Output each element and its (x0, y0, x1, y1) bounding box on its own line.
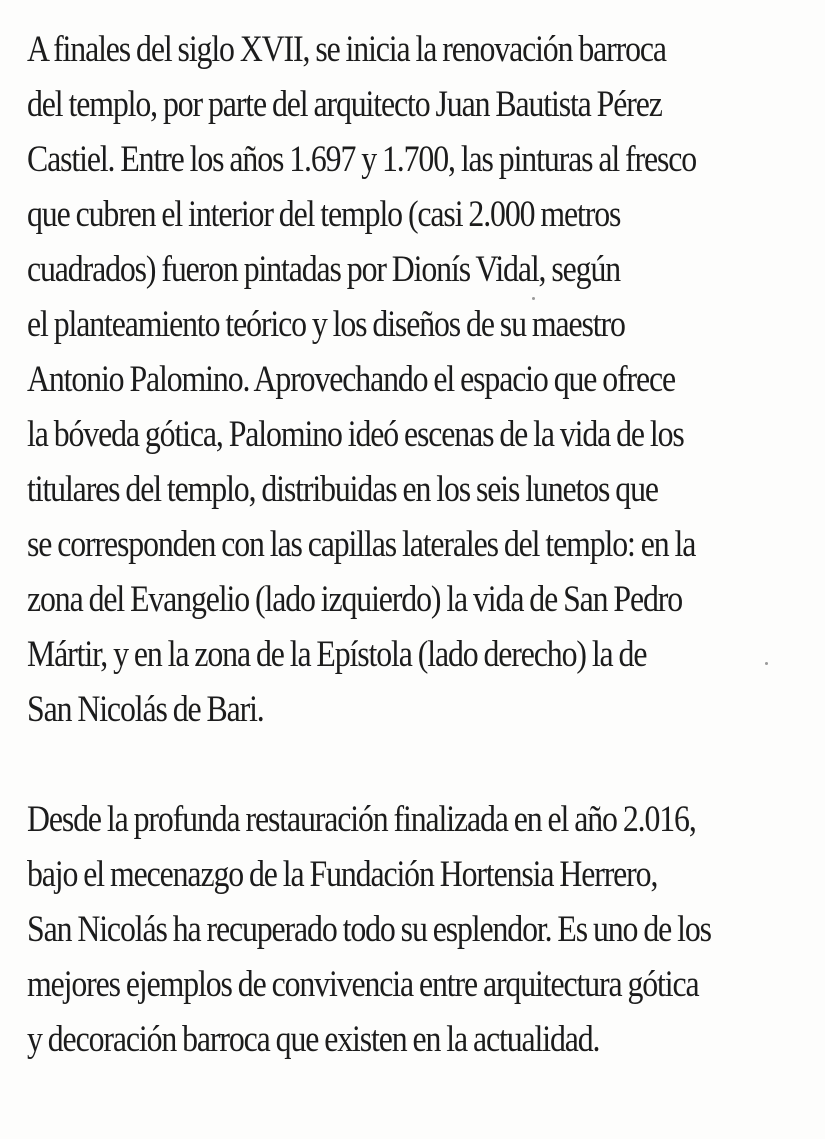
text-line: la bóveda gótica, Palomino ideó escenas de la vida de los (27, 414, 684, 455)
text-line: A finales del siglo XVII, se inicia la renovación barroca (27, 29, 666, 70)
text-line: del templo, por parte del arquitecto Juan Bautista Pérez (27, 84, 662, 125)
text-line: que cubren el interior del templo (casi 2.000 metros (27, 194, 621, 235)
text-line: y decoración barroca que existen en la actualidad. (27, 1019, 600, 1060)
text-line: mejores ejemplos de convivencia entre arquitectura gótica (27, 964, 699, 1005)
text-line: zona del Evangelio (lado izquierdo) la vida de San Pedro (27, 579, 683, 620)
text-line: Mártir, y en la zona de la Epístola (lado derecho) la de (27, 634, 647, 675)
text-line: cuadrados) fueron pintadas por Dionís Vidal, según (27, 249, 621, 290)
text-line: Desde la profunda restauración finalizada en el año 2.016, (27, 799, 696, 840)
text-line: San Nicolás de Bari. (27, 689, 264, 730)
text-block (27, 22, 817, 1067)
text-line: Castiel. Entre los años 1.697 y 1.700, las pinturas al fresco (27, 139, 697, 180)
text-line: el planteamiento teórico y los diseños de su maestro (27, 304, 625, 345)
paragraph-1 (27, 22, 817, 737)
paragraph-2 (27, 792, 817, 1067)
scan-speck (765, 662, 768, 665)
text-line: se corresponden con las capillas laterales del templo: en la (27, 524, 696, 565)
scan-speck (532, 297, 535, 300)
text-line: titulares del templo, distribuidas en los seis lunetos que (27, 469, 658, 510)
text-line: Antonio Palomino. Aprovechando el espacio que ofrece (27, 359, 676, 400)
text-line: bajo el mecenazgo de la Fundación Hortensia Herrero, (27, 854, 658, 895)
text-line: San Nicolás ha recuperado todo su esplendor. Es uno de los (27, 909, 711, 950)
